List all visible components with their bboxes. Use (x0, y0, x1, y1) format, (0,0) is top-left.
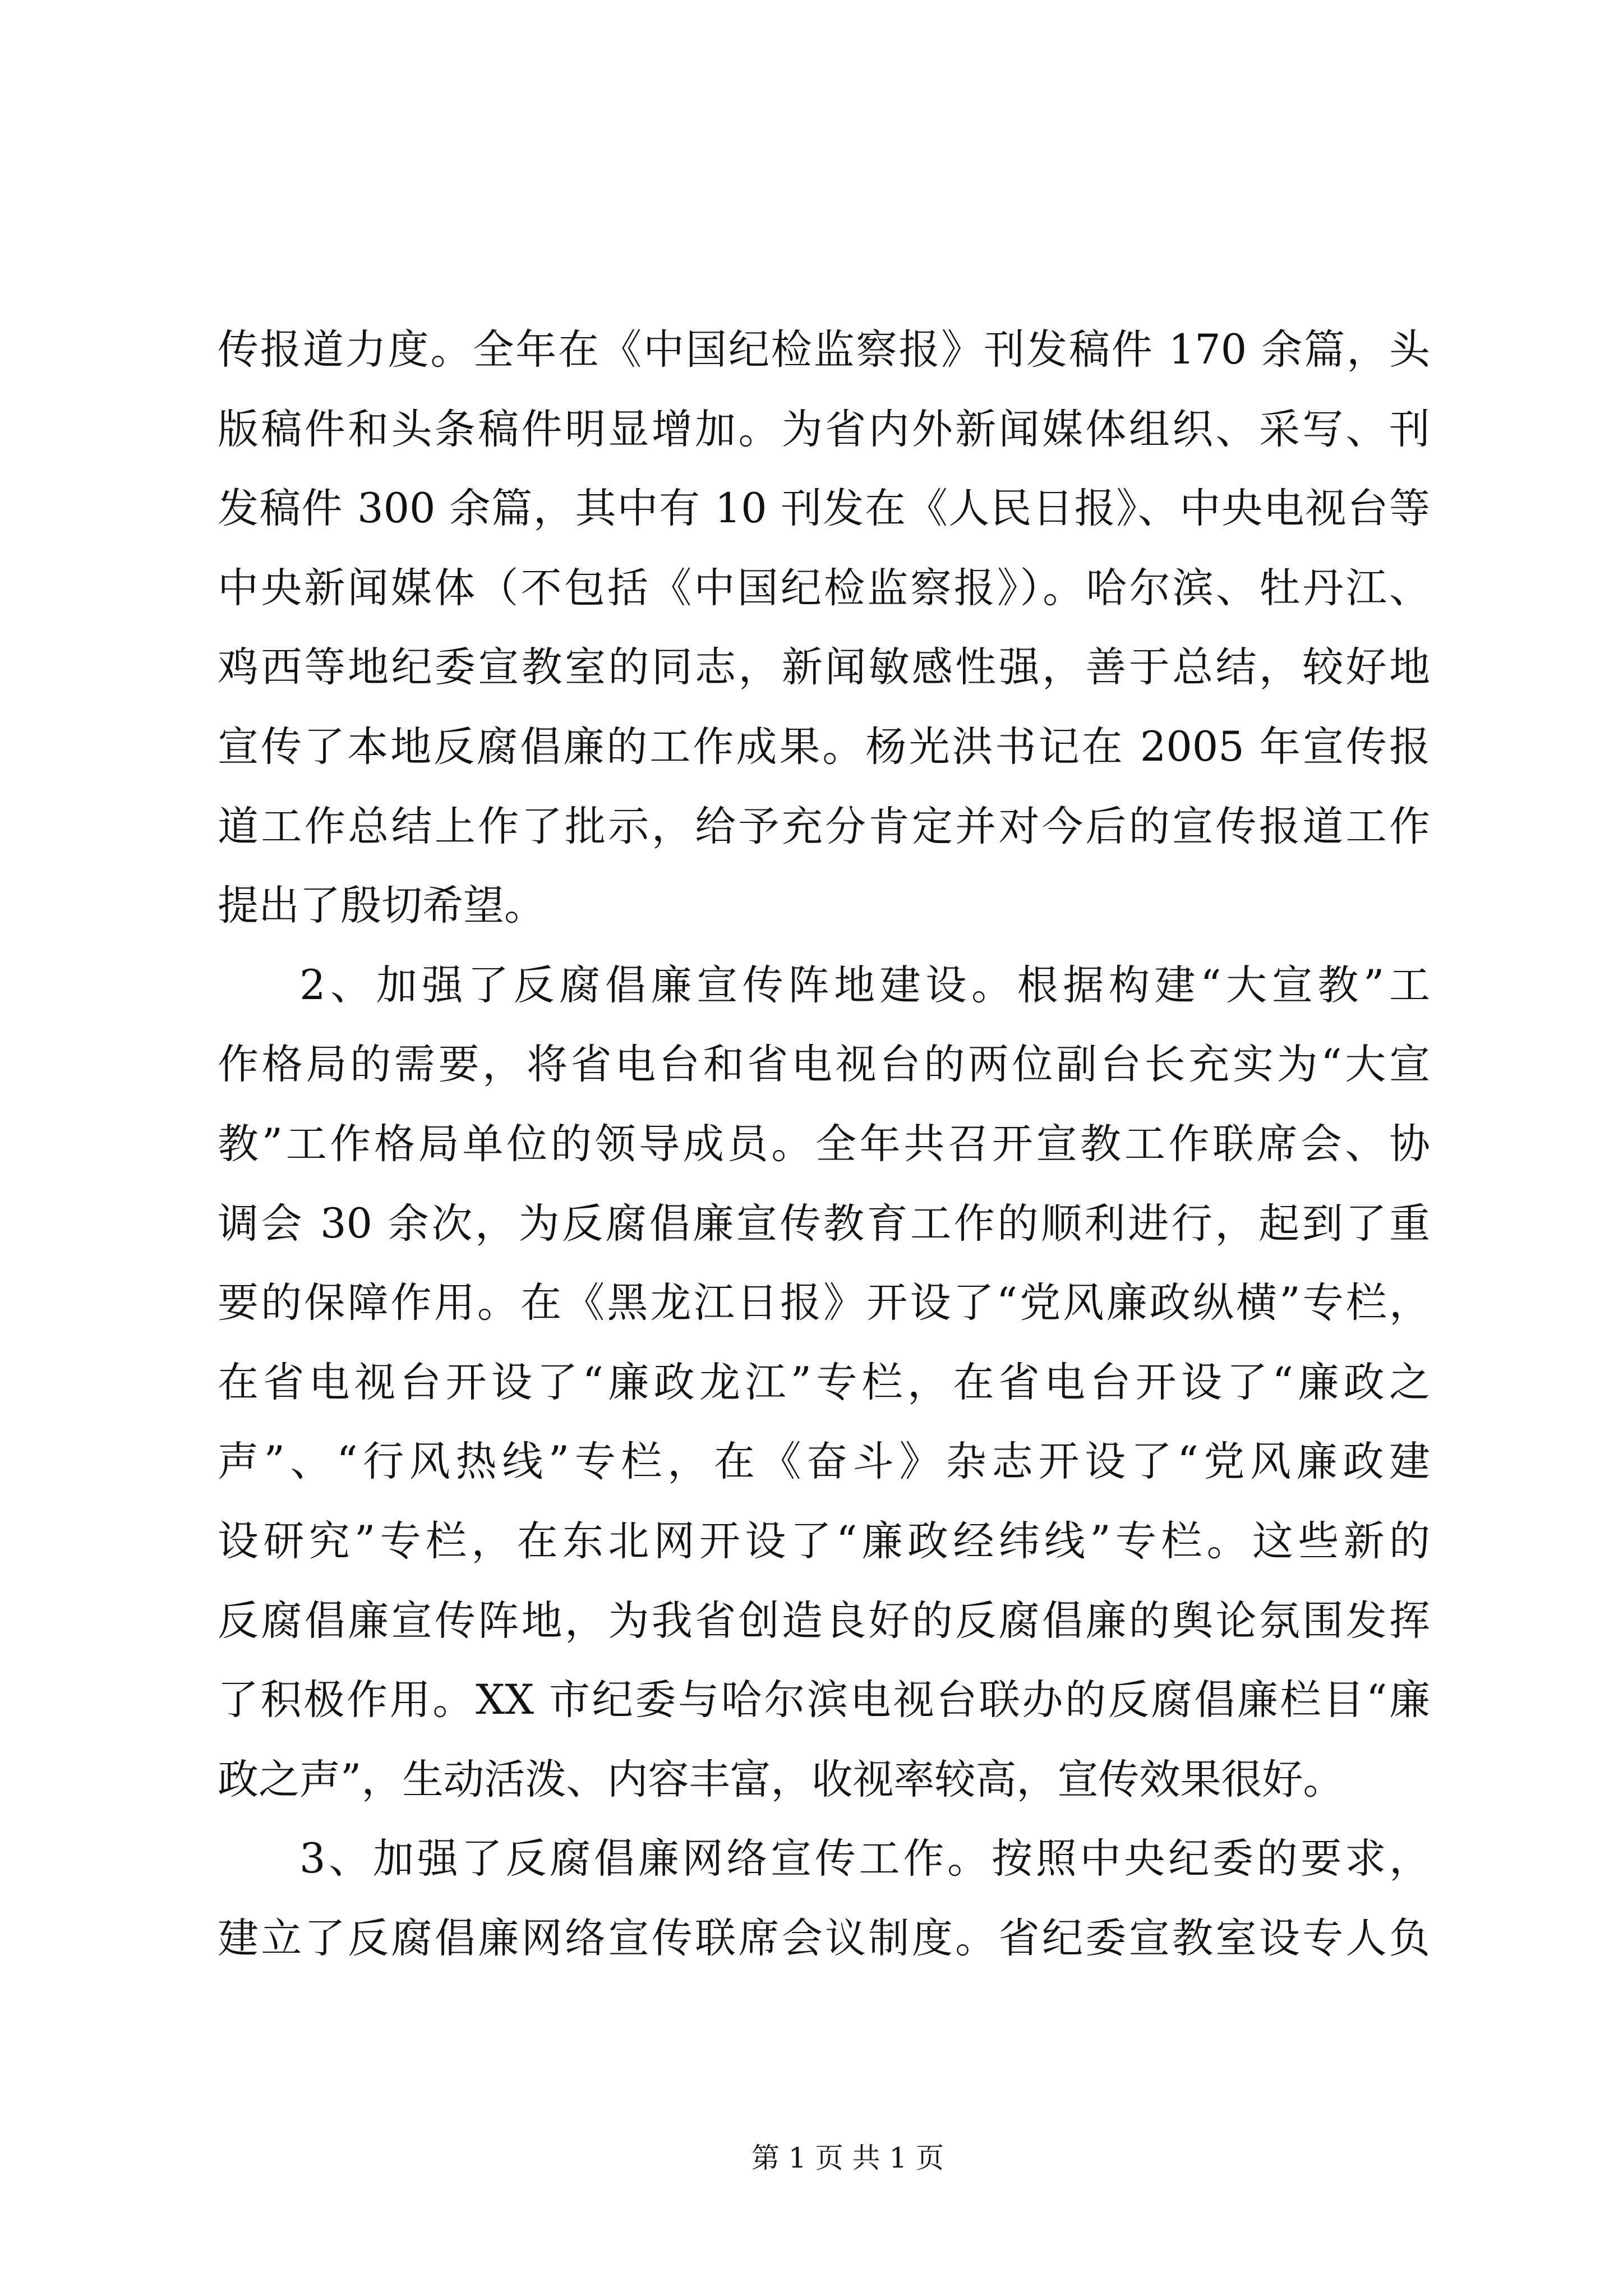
text-line: 版稿件和头条稿件明显增加。为省内外新闻媒体组织、采写、刊 (218, 405, 1430, 453)
paragraph-network-propaganda (218, 1819, 1430, 1978)
text-line: 声”、“行风热线”专栏，在《奋斗》杂志开设了“党风廉政建 (218, 1438, 1430, 1486)
text-line: 建立了反腐倡廉网络宣传联席会议制度。省纪委宣教室设专人负 (218, 1914, 1430, 1962)
document-body (218, 310, 1430, 1978)
text-line: 3、加强了反腐倡廉网络宣传工作。按照中央纪委的要求， (299, 1835, 1430, 1883)
paragraph-propaganda-base (218, 946, 1430, 1820)
page-footer: 第 1 页 共 1 页 (751, 2142, 944, 2174)
text-line: 了积极作用。XX 市纪委与哈尔滨电视台联办的反腐倡廉栏目“廉 (218, 1676, 1430, 1724)
text-line: 2、加强了反腐倡廉宣传阵地建设。根据构建“大宣教”工 (299, 961, 1430, 1009)
text-line: 设研究”专栏，在东北网开设了“廉政经纬线”专栏。这些新的 (218, 1517, 1430, 1565)
text-line: 发稿件 300 余篇，其中有 10 刊发在《人民日报》、中央电视台等 (218, 485, 1430, 533)
text-line: 提出了殷切希望。 (218, 882, 545, 930)
text-line: 反腐倡廉宣传阵地，为我省创造良好的反腐倡廉的舆论氛围发挥 (218, 1596, 1430, 1645)
text-line: 道工作总结上作了批示，给予充分肯定并对今后的宣传报道工作 (218, 802, 1430, 850)
text-line: 政之声”，生动活泼、内容丰富，收视率较高，宣传效果很好。 (218, 1755, 1344, 1803)
text-line: 作格局的需要，将省电台和省电视台的两位副台长充实为“大宣 (218, 1041, 1430, 1089)
text-line: 调会 30 余次，为反腐倡廉宣传教育工作的顺利进行，起到了重 (218, 1199, 1430, 1248)
text-line: 鸡西等地纪委宣教室的同志，新闻敏感性强，善于总结，较好地 (218, 643, 1430, 692)
paragraph-continued (218, 310, 1430, 946)
text-line: 中央新闻媒体（不包括《中国纪检监察报》）。哈尔滨、牡丹江、 (218, 564, 1430, 612)
text-line: 宣传了本地反腐倡廉的工作成果。杨光洪书记在 2005 年宣传报 (218, 723, 1430, 771)
text-line: 传报道力度。全年在《中国纪检监察报》刊发稿件 170 余篇，头 (218, 326, 1430, 374)
text-line: 在省电视台开设了“廉政龙江”专栏，在省电台开设了“廉政之 (218, 1358, 1430, 1406)
text-line: 要的保障作用。在《黑龙江日报》开设了“党风廉政纵横”专栏， (218, 1279, 1430, 1327)
text-line: 教”工作格局单位的领导成员。全年共召开宣教工作联席会、协 (218, 1120, 1430, 1168)
